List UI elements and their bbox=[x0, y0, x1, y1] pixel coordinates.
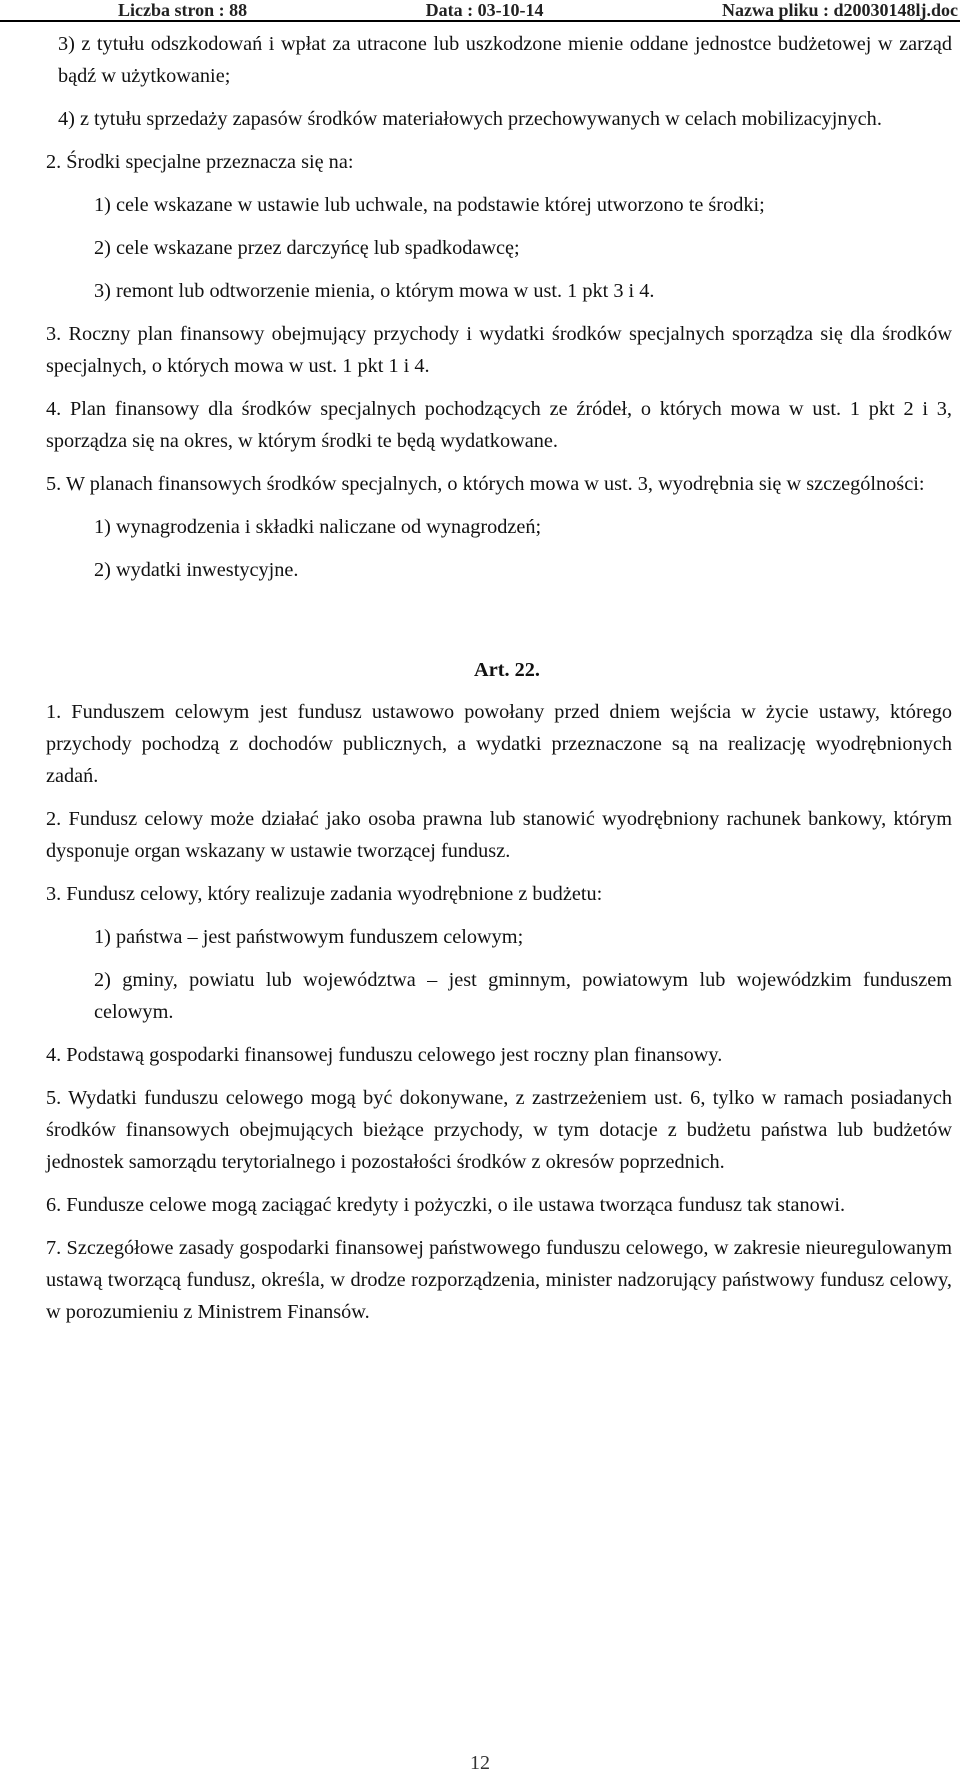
document-body bbox=[46, 28, 952, 1328]
list-item: 2) cele wskazane przez darczyńcę lub spadkodawcę; bbox=[94, 237, 520, 259]
paragraph: 5. Wydatki funduszu celowego mogą być dokonywane, z zastrzeżeniem ust. 6, tylko w ramach posiadanych środków finansowych obejmujących bieżące przychody, w tym dotacje z budżetu państwa lub budżetów jednostek samorządu terytorialnego i pozostałości środków z okresów poprzednich. bbox=[46, 1087, 952, 1173]
list-item: 1) wynagrodzenia i składki naliczane od wynagrodzeń; bbox=[94, 516, 542, 538]
article-heading: Art. 22. bbox=[474, 659, 540, 681]
document-date: Data : 03-10-14 bbox=[425, 0, 544, 20]
list-item: 2) gminy, powiatu lub województwa – jest gminnym, powiatowym lub wojewódzkim funduszem celowym. bbox=[94, 969, 952, 1023]
paragraph: 3. Roczny plan finansowy obejmujący przychody i wydatki środków specjalnych sporządza się dla środków specjalnych, o których mowa w ust. 1 pkt 1 i 4. bbox=[46, 323, 952, 377]
paragraph: 3. Fundusz celowy, który realizuje zadania wyodrębnione z budżetu: bbox=[46, 883, 603, 905]
paragraph: 4) z tytułu sprzedaży zapasów środków materiałowych przechowywanych w celach mobilizacyjnych. bbox=[58, 108, 882, 130]
paragraph: 2. Środki specjalne przeznacza się na: bbox=[46, 151, 354, 173]
list-item: 1) cele wskazane w ustawie lub uchwale, na podstawie której utworzono te środki; bbox=[94, 194, 765, 216]
paragraph: 6. Fundusze celowe mogą zaciągać kredyty i pożyczki, o ile ustawa tworząca fundusz tak stanowi. bbox=[46, 1194, 846, 1216]
paragraph: 1. Funduszem celowym jest fundusz ustawowo powołany przed dniem wejścia w życie ustawy, którego przychody pochodzą z dochodów publicznych, a wydatki przeznaczone są na realizację wyodrębnionych zadań. bbox=[46, 701, 952, 787]
list-item: 2) wydatki inwestycyjne. bbox=[94, 559, 299, 581]
list-item: 3) remont lub odtworzenie mienia, o którym mowa w ust. 1 pkt 3 i 4. bbox=[94, 280, 655, 302]
list-item: 1) państwa – jest państwowym funduszem celowym; bbox=[94, 926, 524, 948]
paragraph: 7. Szczegółowe zasady gospodarki finansowej państwowego funduszu celowego, w zakresie nieuregulowanym ustawą tworzącą fundusz, określa, w drodze rozporządzenia, minister nadzorujący państwowy fundusz celowy, w porozumieniu z Ministrem Finansów. bbox=[46, 1237, 952, 1323]
paragraph: 4. Plan finansowy dla środków specjalnych pochodzących ze źródeł, o których mowa w ust. 1 pkt 2 i 3, sporządza się na okres, w którym środki te będą wydatkowane. bbox=[46, 398, 952, 452]
paragraph: 3) z tytułu odszkodowań i wpłat za utracone lub uszkodzone mienie oddane jednostce budżetowej w zarząd bądź w użytkowanie; bbox=[58, 33, 952, 87]
page-count: Liczba stron : 88 bbox=[118, 0, 248, 20]
page-header bbox=[0, 0, 960, 22]
paragraph: 2. Fundusz celowy może działać jako osoba prawna lub stanowić wyodrębniony rachunek bankowy, którym dysponuje organ wskazany w ustawie tworzącej fundusz. bbox=[46, 808, 952, 862]
paragraph: 5. W planach finansowych środków specjalnych, o których mowa w ust. 3, wyodrębnia się w szczególności: bbox=[46, 473, 925, 495]
paragraph: 4. Podstawą gospodarki finansowej funduszu celowego jest roczny plan finansowy. bbox=[46, 1044, 723, 1066]
file-name: Nazwa pliku : d20030148lj.doc bbox=[721, 0, 958, 20]
page-number: 12 bbox=[470, 1752, 490, 1774]
